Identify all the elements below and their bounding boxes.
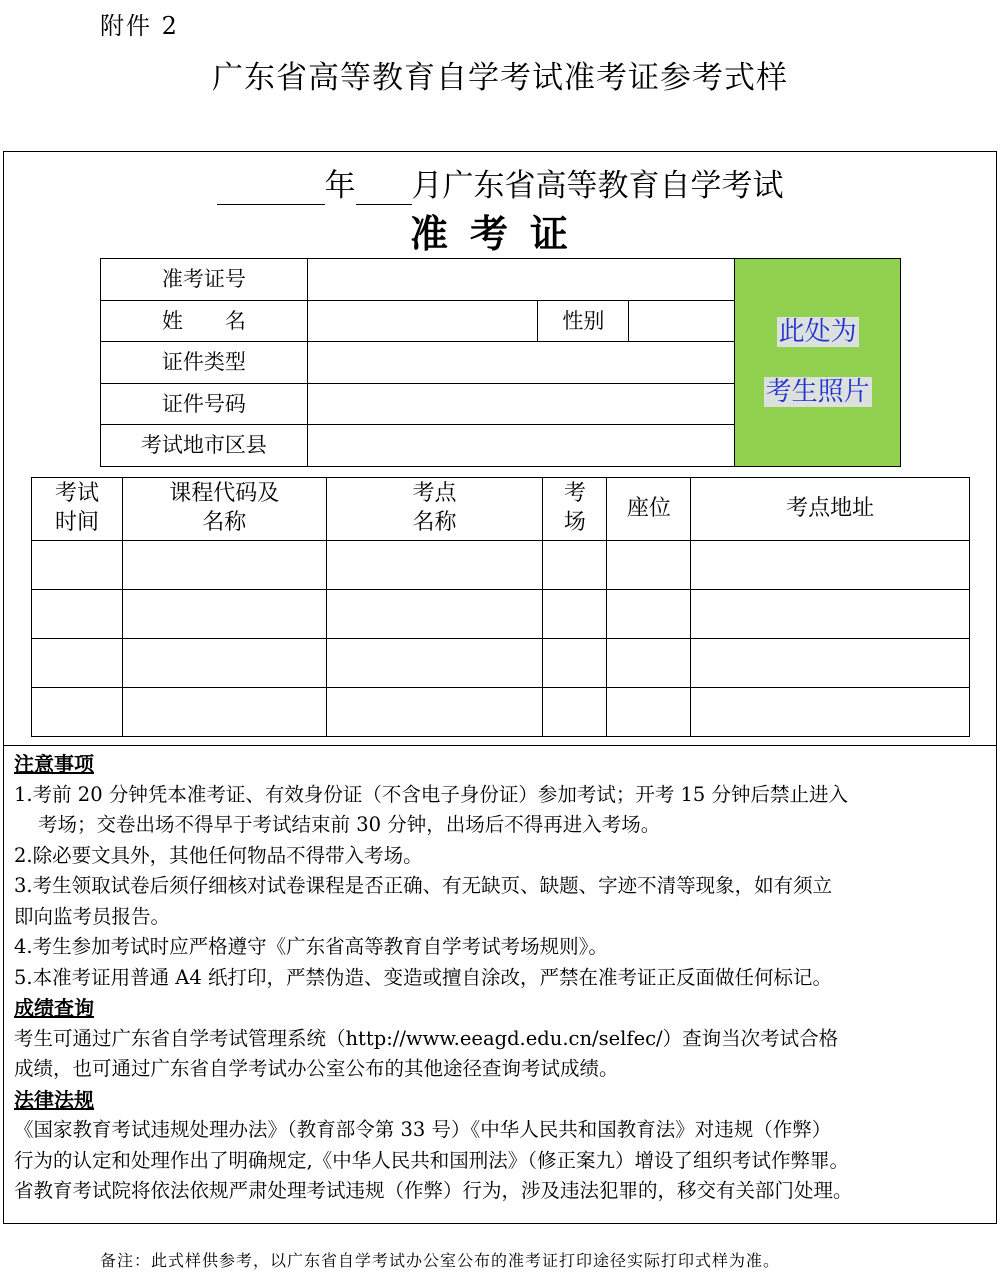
month-blank (356, 172, 412, 205)
exam-schedule-table (31, 477, 970, 737)
month-suffix: 月广东省高等教育自学考试 (411, 168, 784, 204)
law-line: 行为的认定和处理作出了明确规定,《中华人民共和国刑法》（修正案九）增设了组织考试作弊罪。 (14, 1148, 849, 1172)
section-divider (3, 745, 997, 746)
id-type-value (307, 342, 734, 384)
table-row (32, 541, 970, 590)
header-course: 课程代码及 名称 (122, 478, 326, 541)
main-title: 广东省高等教育自学考试准考证参考式样 (212, 60, 788, 96)
header-site-address: 考点地址 (691, 478, 970, 541)
header-seat: 座位 (607, 478, 691, 541)
note-line: 3.考生领取试卷后须仔细核对试卷课程是否正确、有无缺页、缺题、字迹不清等现象，如有须立 (14, 874, 833, 897)
header-site-name: 考点 名称 (326, 478, 543, 541)
note-line: 考场；交卷出场不得早于考试结束前 30 分钟，出场后不得再进入考场。 (38, 813, 661, 836)
card-title: 准考证 (409, 212, 590, 256)
footnote: 备注：此式样供参考，以广东省自学考试办公室公布的准考证打印途径实际打印式样为准。 (100, 1251, 781, 1270)
scores-heading: 成绩查询 (14, 996, 94, 1020)
candidate-info-table (100, 258, 901, 467)
header-room: 考 场 (543, 478, 607, 541)
admission-no-value (307, 259, 734, 301)
id-no-value (307, 383, 734, 425)
gender-label: 性别 (538, 300, 629, 342)
scores-line: 成绩，也可通过广东省自学考试办公室公布的其他途径查询考试成绩。 (14, 1057, 619, 1080)
name-label: 姓 名 (101, 300, 308, 342)
name-value (307, 300, 538, 342)
id-no-label: 证件号码 (101, 383, 308, 425)
photo-placeholder (735, 259, 901, 467)
table-row (32, 688, 970, 737)
id-type-label: 证件类型 (101, 342, 308, 384)
header-exam-time: 考试 时间 (32, 478, 123, 541)
table-row (32, 639, 970, 688)
photo-text-line2: 考生照片 (765, 377, 870, 408)
law-line: 《国家教育考试违规处理办法》（教育部令第 33 号）《中华人民共和国教育法》对违规（作弊） (14, 1118, 832, 1141)
district-value (307, 425, 734, 467)
law-line: 省教育考试院将依法依规严肃处理考试违规（作弊）行为，涉及违法犯罪的，移交有关部门处理。 (14, 1179, 853, 1202)
admission-no-label: 准考证号 (101, 259, 308, 301)
year-suffix: 年 (324, 168, 356, 204)
district-label: 考试地市区县 (101, 425, 308, 467)
note-line: 1.考前 20 分钟凭本准考证、有效身份证（不含电子身份证）参加考试；开考 15 分钟后禁止进入 (14, 782, 849, 806)
note-line: 2.除必要文具外，其他任何物品不得带入考场。 (14, 843, 423, 867)
note-line: 即向监考员报告。 (14, 904, 171, 928)
attachment-label: 附件 2 (100, 12, 179, 40)
table-row (32, 590, 970, 639)
card-heading (0, 160, 1000, 205)
law-heading: 法律法规 (14, 1087, 94, 1112)
photo-text-line1: 此处为 (778, 317, 857, 348)
note-line: 4.考生参加考试时应严格遵守《广东省高等教育自学考试考场规则》。 (14, 935, 608, 958)
year-blank (217, 172, 325, 205)
notes-section (14, 749, 990, 1207)
scores-line: 考生可通过广东省自学考试管理系统（http://www.eeagd.edu.cn/selfec/）查询当次考试合格 (14, 1026, 839, 1050)
precautions-heading: 注意事项 (14, 752, 94, 776)
note-line: 5.本准考证用普通 A4 纸打印，严禁伪造、变造或擅自涂改，严禁在准考证正反面做任何标记。 (14, 965, 832, 989)
gender-value (629, 300, 735, 342)
